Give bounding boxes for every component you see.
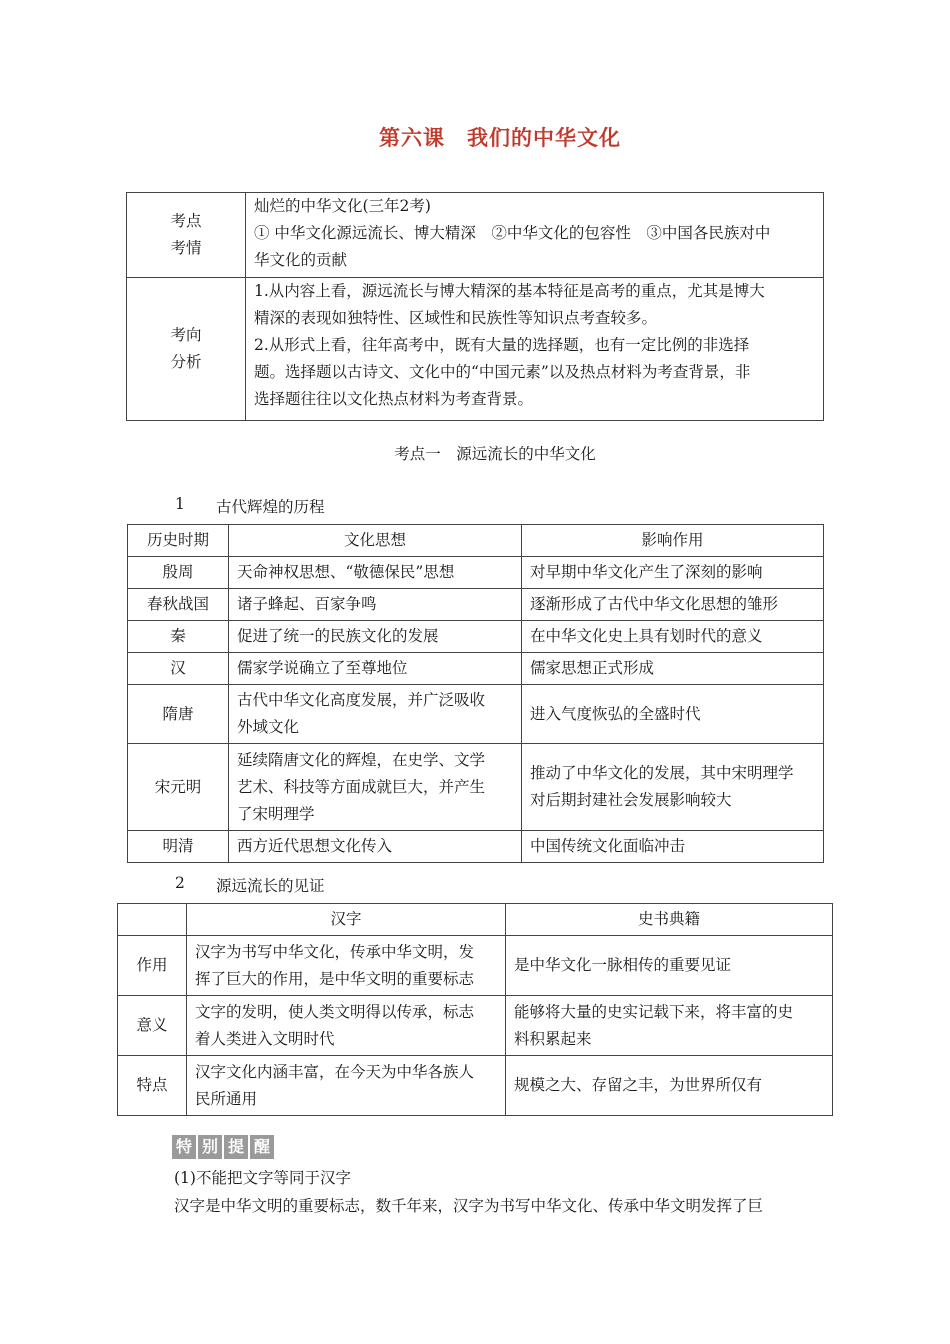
row-content	[246, 278, 824, 421]
cell-line: 逐渐形成了古代中华文化思想的雏形	[530, 595, 779, 613]
cell-line: 在中华文化史上具有划时代的意义	[530, 627, 763, 645]
cell-line: 西方近代思想文化传入	[237, 837, 393, 855]
column-header: 汉字	[187, 904, 506, 936]
cell-line: 进入气度恢弘的全盛时代	[530, 704, 701, 723]
special-tip-badge	[172, 1134, 274, 1160]
subsection-title: 古代辉煌的历程	[216, 498, 325, 516]
badge-char: 特	[172, 1135, 196, 1159]
content-line: 2.从形式上看，往年高考中，既有大量的选择题，也有一定比例的非选择	[254, 336, 750, 354]
period-cell: 宋元明	[128, 744, 229, 831]
cell-line: 促进了统一的民族文化的发展	[237, 627, 439, 645]
books-cell	[506, 996, 833, 1056]
cell-line: 外域文化	[237, 718, 300, 736]
cell-line: 延续隋唐文化的辉煌，在史学、文学	[237, 750, 486, 769]
tip-paragraph: 汉字是中华文明的重要标志，数千年来，汉字为书写中华文化、传承中华文明发挥了巨	[174, 1197, 764, 1215]
badge-char: 醒	[250, 1135, 274, 1159]
cell-line: 汉字为书写中华文化，传承中华文明，发	[195, 942, 475, 961]
cell-line: 诸子蜂起、百家争鸣	[237, 595, 377, 613]
cell-line: 中国传统文化面临冲击	[530, 837, 686, 855]
books-cell	[506, 1056, 833, 1116]
content-line: 灿烂的中华文化(三年2考)	[254, 197, 431, 215]
table-row	[118, 996, 833, 1056]
period-cell: 秦	[128, 621, 229, 653]
exam-row-kaoxiang	[127, 278, 824, 421]
column-header: 历史时期	[128, 525, 229, 557]
content-line: 选择题往往以文化热点材料为考查背景。	[254, 390, 534, 408]
content-line: 题。选择题以古诗文、文化中的“中国元素”以及热点材料为考查背景，非	[254, 363, 751, 381]
cell-line: 了宋明理学	[237, 804, 315, 823]
header-line: 考情	[170, 239, 202, 257]
table-header-row	[118, 904, 833, 936]
period-cell: 汉	[128, 653, 229, 685]
cell-line: 文字的发明，使人类文明得以传承，标志	[195, 1002, 475, 1021]
thought-cell	[229, 589, 522, 621]
effect-cell	[522, 589, 824, 621]
badge-char: 提	[224, 1135, 248, 1159]
section-title: 考点一 源远流长的中华文化	[394, 445, 596, 463]
thought-cell	[229, 621, 522, 653]
cell-line: 推动了中华文化的发展，其中宋明理学	[530, 764, 794, 782]
effect-cell	[522, 557, 824, 589]
thought-cell	[229, 685, 522, 744]
tip-heading: (1)不能把文字等同于汉字	[174, 1169, 351, 1187]
content-line: 华文化的贡献	[254, 251, 348, 269]
row-label: 特点	[118, 1056, 187, 1116]
cell-line: 儒家思想正式形成	[530, 659, 655, 677]
table-header-row	[128, 525, 824, 557]
thought-cell	[229, 744, 522, 831]
cell-line: 民所通用	[195, 1089, 258, 1108]
period-cell: 殷周	[128, 557, 229, 589]
cell-line: 规模之大、存留之丰，为世界所仅有	[514, 1076, 763, 1094]
column-header: 史书典籍	[506, 904, 833, 936]
effect-cell	[522, 653, 824, 685]
hanzi-cell	[187, 936, 506, 996]
cell-line: 天命神权思想、“敬德保民”思想	[237, 563, 455, 581]
header-line: 考向	[170, 326, 202, 344]
effect-cell	[522, 621, 824, 653]
effect-cell	[522, 744, 824, 831]
cell-line: 艺术、科技等方面成就巨大，并产生	[237, 777, 486, 796]
row-label: 意义	[118, 996, 187, 1056]
subsection-number: 2	[175, 874, 185, 892]
origin-table	[117, 903, 833, 1116]
thought-cell	[229, 653, 522, 685]
column-header: 文化思想	[229, 525, 522, 557]
cell-line: 挥了巨大的作用，是中华文明的重要标志	[195, 969, 475, 988]
effect-cell	[522, 685, 824, 744]
exam-info-table	[126, 192, 824, 421]
subsection-number: 1	[175, 495, 185, 513]
column-header: 影响作用	[522, 525, 824, 557]
cell-line: 料积累起来	[514, 1029, 592, 1048]
cell-line: 儒家学说确立了至尊地位	[237, 659, 408, 677]
history-table	[127, 524, 824, 863]
header-line: 考点	[170, 212, 202, 230]
period-cell: 隋唐	[128, 685, 229, 744]
content-line: 1.从内容上看，源远流长与博大精深的基本特征是高考的重点，尤其是博大	[254, 282, 765, 300]
table-row	[118, 1056, 833, 1116]
thought-cell	[229, 557, 522, 589]
period-cell: 春秋战国	[128, 589, 229, 621]
table-row	[128, 557, 824, 589]
header-line: 分析	[170, 353, 202, 371]
table-row	[128, 744, 824, 831]
column-header	[118, 904, 187, 936]
table-row	[128, 831, 824, 863]
page-title: 第六课 我们的中华文化	[379, 125, 621, 150]
row-header	[127, 193, 246, 278]
exam-row-kaoqing	[127, 193, 824, 278]
cell-line: 是中华文化一脉相传的重要见证	[514, 956, 732, 974]
table-row	[128, 685, 824, 744]
cell-line: 着人类进入文明时代	[195, 1029, 335, 1048]
content-line: ① 中华文化源远流长、博大精深 ②中华文化的包容性 ③中国各民族对中	[254, 224, 771, 242]
subsection-title: 源远流长的见证	[216, 877, 325, 895]
table-row	[118, 936, 833, 996]
hanzi-cell	[187, 996, 506, 1056]
table-row	[128, 589, 824, 621]
row-content	[246, 193, 824, 278]
cell-line: 对后期封建社会发展影响较大	[530, 791, 732, 809]
thought-cell	[229, 831, 522, 863]
table-row	[128, 653, 824, 685]
hanzi-cell	[187, 1056, 506, 1116]
row-header	[127, 278, 246, 421]
period-cell: 明清	[128, 831, 229, 863]
cell-line: 能够将大量的史实记载下来，将丰富的史	[514, 1002, 794, 1021]
cell-line: 对早期中华文化产生了深刻的影响	[530, 563, 763, 581]
row-label: 作用	[118, 936, 187, 996]
cell-line: 古代中华文化高度发展，并广泛吸收	[237, 691, 486, 709]
cell-line: 汉字文化内涵丰富，在今天为中华各族人	[195, 1062, 475, 1081]
effect-cell	[522, 831, 824, 863]
content-line: 精深的表现如独特性、区域性和民族性等知识点考查较多。	[254, 309, 658, 327]
books-cell	[506, 936, 833, 996]
table-row	[128, 621, 824, 653]
badge-char: 别	[198, 1135, 222, 1159]
